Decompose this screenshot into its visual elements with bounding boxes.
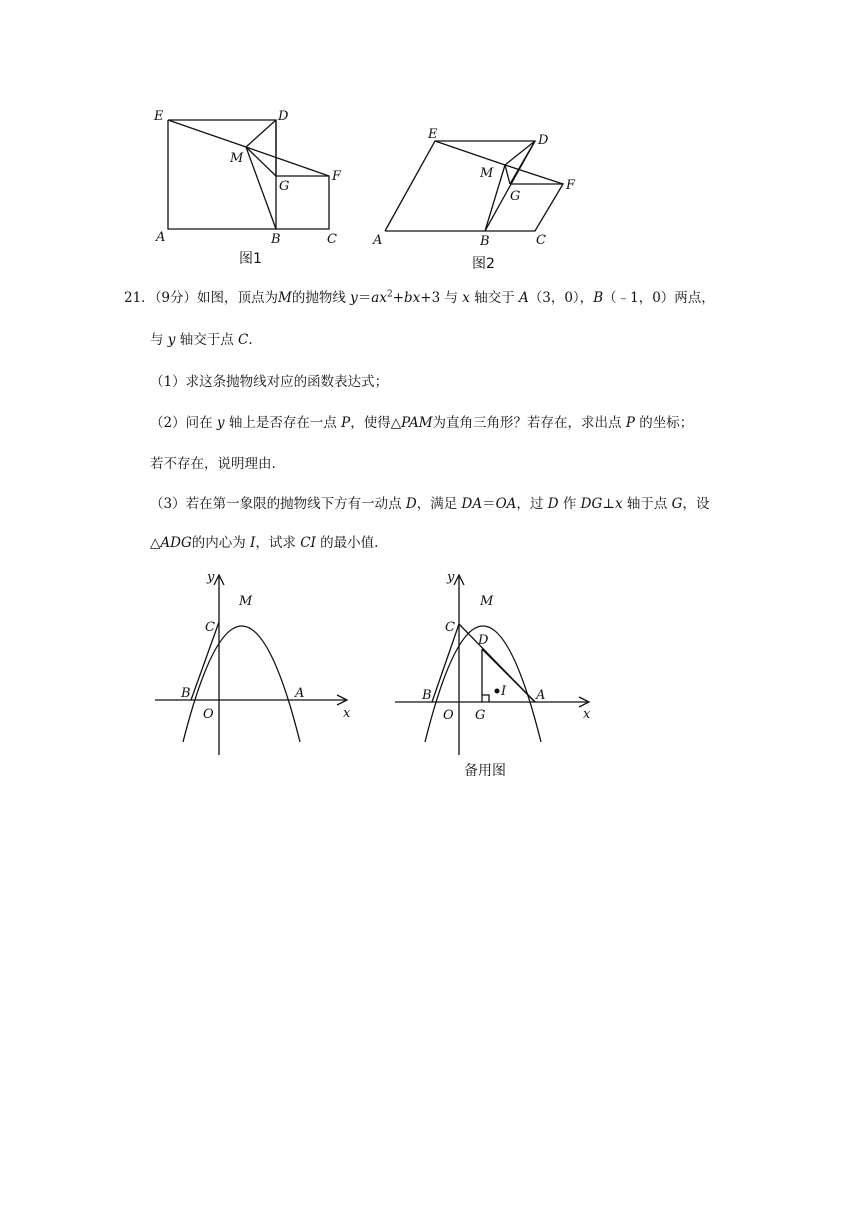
- axis-x-label: x: [583, 707, 591, 722]
- point-m-label: M: [239, 594, 253, 609]
- fig1-label-f: F: [332, 169, 342, 184]
- fig1-line-mf: [246, 147, 329, 176]
- axis-x-label: x: [343, 706, 351, 721]
- fig2-label-m: M: [480, 166, 494, 181]
- fig1-label-g: G: [279, 179, 290, 194]
- question-2-line-1: （2）问在 y 轴上是否存在一点 P，使得△PAM为直角三角形？若存在，求出点 P 的坐标；: [150, 415, 694, 431]
- fig1-label-m: M: [230, 151, 244, 166]
- incenter-dot: [495, 689, 500, 694]
- segment-bc: [432, 624, 459, 702]
- fig2-caption: 图2: [472, 256, 495, 272]
- fig2-line-dm: [505, 141, 535, 165]
- fig2-line-mf: [505, 165, 563, 184]
- fig2-label-e: E: [428, 127, 438, 142]
- fig2-label-c: C: [536, 233, 546, 248]
- question-3-line-2: △ADG的内心为 I，试求 CI 的最小值.: [150, 535, 379, 551]
- fig1-caption: 图1: [239, 251, 262, 267]
- fig1-square-aedb: [168, 120, 276, 229]
- point-c-label: C: [205, 620, 215, 635]
- problem-score: （9分）: [154, 290, 198, 306]
- backup-caption: 备用图: [464, 763, 506, 779]
- parabola-figure: [150, 565, 360, 765]
- fig2-rhombus-aedb: [385, 141, 535, 231]
- fig1-line-em: [168, 120, 246, 147]
- fig2-label-f: F: [566, 178, 576, 193]
- backup-figure: [390, 565, 605, 785]
- parabola-curve: [183, 626, 300, 742]
- point-b-label: B: [422, 688, 432, 703]
- fig1-label-c: C: [327, 232, 337, 247]
- segment-da: [482, 649, 535, 702]
- axis-y-label: y: [207, 570, 215, 585]
- fig2-line-em: [435, 141, 505, 165]
- fig1-label-d: D: [278, 109, 289, 124]
- origin-label: O: [443, 708, 454, 723]
- fig2-label-a: A: [373, 233, 383, 248]
- question-1: （1）求这条抛物线对应的函数表达式；: [150, 374, 389, 390]
- fig1-line-dm: [246, 120, 276, 147]
- fig2-line-mg: [505, 165, 510, 184]
- figure-1: [150, 100, 370, 270]
- point-c-label: C: [445, 620, 455, 635]
- fig2-label-b: B: [480, 234, 490, 249]
- fig1-line-mg: [246, 147, 276, 176]
- point-g-label: G: [475, 708, 486, 723]
- fig2-line-dg: [510, 141, 535, 184]
- point-b-label: B: [181, 686, 191, 701]
- question-3-line-1: （3）若在第一象限的抛物线下方有一动点 D，满足 DA＝OA，过 D 作 DG⊥x 轴于点 G，设: [150, 496, 710, 512]
- question-2-line-2: 若不存在，说明理由.: [150, 456, 276, 472]
- problem-stem-line-2: 与 y 轴交于点 C.: [150, 332, 253, 348]
- point-a-label: A: [536, 688, 546, 703]
- fig2-label-g: G: [510, 189, 521, 204]
- fig1-label-e: E: [154, 109, 164, 124]
- problem-stem-line-1: 21．（9分）如图，顶点为M的抛物线 $y=ax^2+bx+3$ 与 x 轴交于 A（3，0），B（﹣1，0）两点，: [124, 289, 715, 306]
- point-i-label: I: [501, 684, 507, 699]
- fig1-line-mb: [246, 147, 276, 229]
- fig1-label-b: B: [271, 232, 281, 247]
- fig2-label-d: D: [538, 133, 549, 148]
- point-a-label: A: [295, 686, 305, 701]
- origin-label: O: [203, 707, 214, 722]
- right-angle-mark: [482, 695, 489, 702]
- figure-2: [370, 120, 590, 275]
- axis-y-label: y: [447, 570, 455, 585]
- fig1-label-a: A: [156, 230, 166, 245]
- problem-number: 21．: [124, 290, 155, 306]
- point-d-label: D: [478, 633, 489, 648]
- point-m-label: M: [480, 594, 494, 609]
